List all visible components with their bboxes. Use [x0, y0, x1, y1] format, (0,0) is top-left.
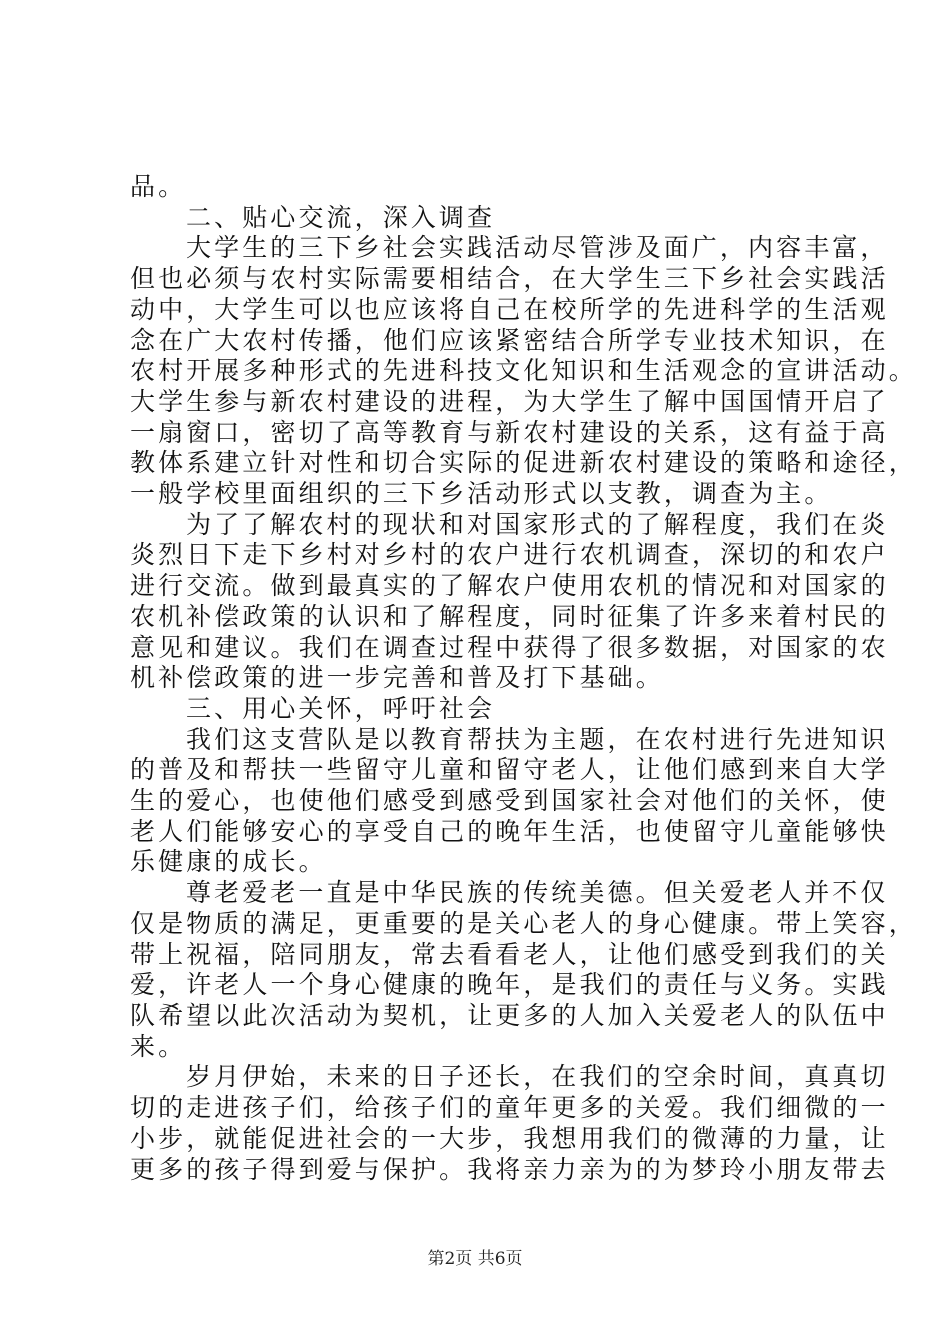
- text-line: 老人们能够安心的享受自己的晚年生活，也使留守儿童能够快: [130, 816, 889, 846]
- text-line: 更多的孩子得到爱与保护。我将亲力亲为的为梦玲小朋友带去: [130, 1154, 889, 1184]
- text-line: 进行交流。做到最真实的了解农户使用农机的情况和对国家的: [130, 571, 889, 601]
- text-line: 三、用心关怀，呼吁社会: [186, 693, 496, 723]
- text-line: 大学生的三下乡社会实践活动尽管涉及面广，内容丰富，: [186, 233, 889, 263]
- text-line: 爱，许老人一个身心健康的晚年，是我们的责任与义务。实践: [130, 970, 889, 1000]
- text-line: 岁月伊始，未来的日子还长，在我们的空余时间，真真切: [186, 1062, 889, 1092]
- text-line: 炎烈日下走下乡村对乡村的农户进行农机调查，深切的和农户: [130, 540, 889, 570]
- text-line: 意见和建议。我们在调查过程中获得了很多数据，对国家的农: [130, 632, 889, 662]
- text-line: 但也必须与农村实际需要相结合，在大学生三下乡社会实践活: [130, 264, 889, 294]
- text-line: 生的爱心，也使他们感受到感受到国家社会对他们的关怀，使: [130, 786, 889, 816]
- text-line: 乐健康的成长。: [130, 847, 327, 877]
- text-line: 为了了解农村的现状和对国家形式的了解程度，我们在炎: [186, 509, 889, 539]
- text-line: 农村开展多种形式的先进科技文化知识和生活观念的宣讲活动。: [130, 356, 917, 386]
- text-line: 小步，就能促进社会的一大步，我想用我们的微薄的力量，让: [130, 1123, 889, 1153]
- text-line: 念在广大农村传播，他们应该紧密结合所学专业技术知识，在: [130, 325, 889, 355]
- text-line: 仅是物质的满足，更重要的是关心老人的身心健康。带上笑容，: [130, 908, 917, 938]
- text-line: 来。: [130, 1031, 187, 1061]
- text-line: 尊老爱老一直是中华民族的传统美德。但关爱老人并不仅: [186, 878, 889, 908]
- text-line: 的普及和帮扶一些留守儿童和留守老人，让他们感到来自大学: [130, 755, 889, 785]
- text-line: 二、贴心交流，深入调查: [186, 202, 496, 232]
- text-line: 农机补偿政策的认识和了解程度，同时征集了许多来着村民的: [130, 601, 889, 631]
- text-line: 品。: [130, 172, 187, 201]
- page-footer: 第2页 共6页: [427, 1249, 523, 1269]
- text-line: 我们这支营队是以教育帮扶为主题，在农村进行先进知识: [186, 724, 889, 754]
- document-body: [130, 172, 917, 1185]
- text-line: 动中，大学生可以也应该将自己在校所学的先进科学的生活观: [130, 294, 889, 324]
- text-line: 机补偿政策的进一步完善和普及打下基础。: [130, 663, 664, 693]
- text-line: 一般学校里面组织的三下乡活动形式以支教，调查为主。: [130, 479, 833, 509]
- text-line: 教体系建立针对性和切合实际的促进新农村建设的策略和途径，: [130, 448, 917, 478]
- text-line: 队希望以此次活动为契机，让更多的人加入关爱老人的队伍中: [130, 1000, 889, 1030]
- text-line: 大学生参与新农村建设的进程，为大学生了解中国国情开启了: [130, 386, 889, 416]
- text-line: 带上祝福，陪同朋友，常去看看老人，让他们感受到我们的关: [130, 939, 889, 969]
- text-line: 切的走进孩子们，给孩子们的童年更多的关爱。我们细微的一: [130, 1093, 889, 1123]
- text-line: 一扇窗口，密切了高等教育与新农村建设的关系，这有益于高: [130, 417, 889, 447]
